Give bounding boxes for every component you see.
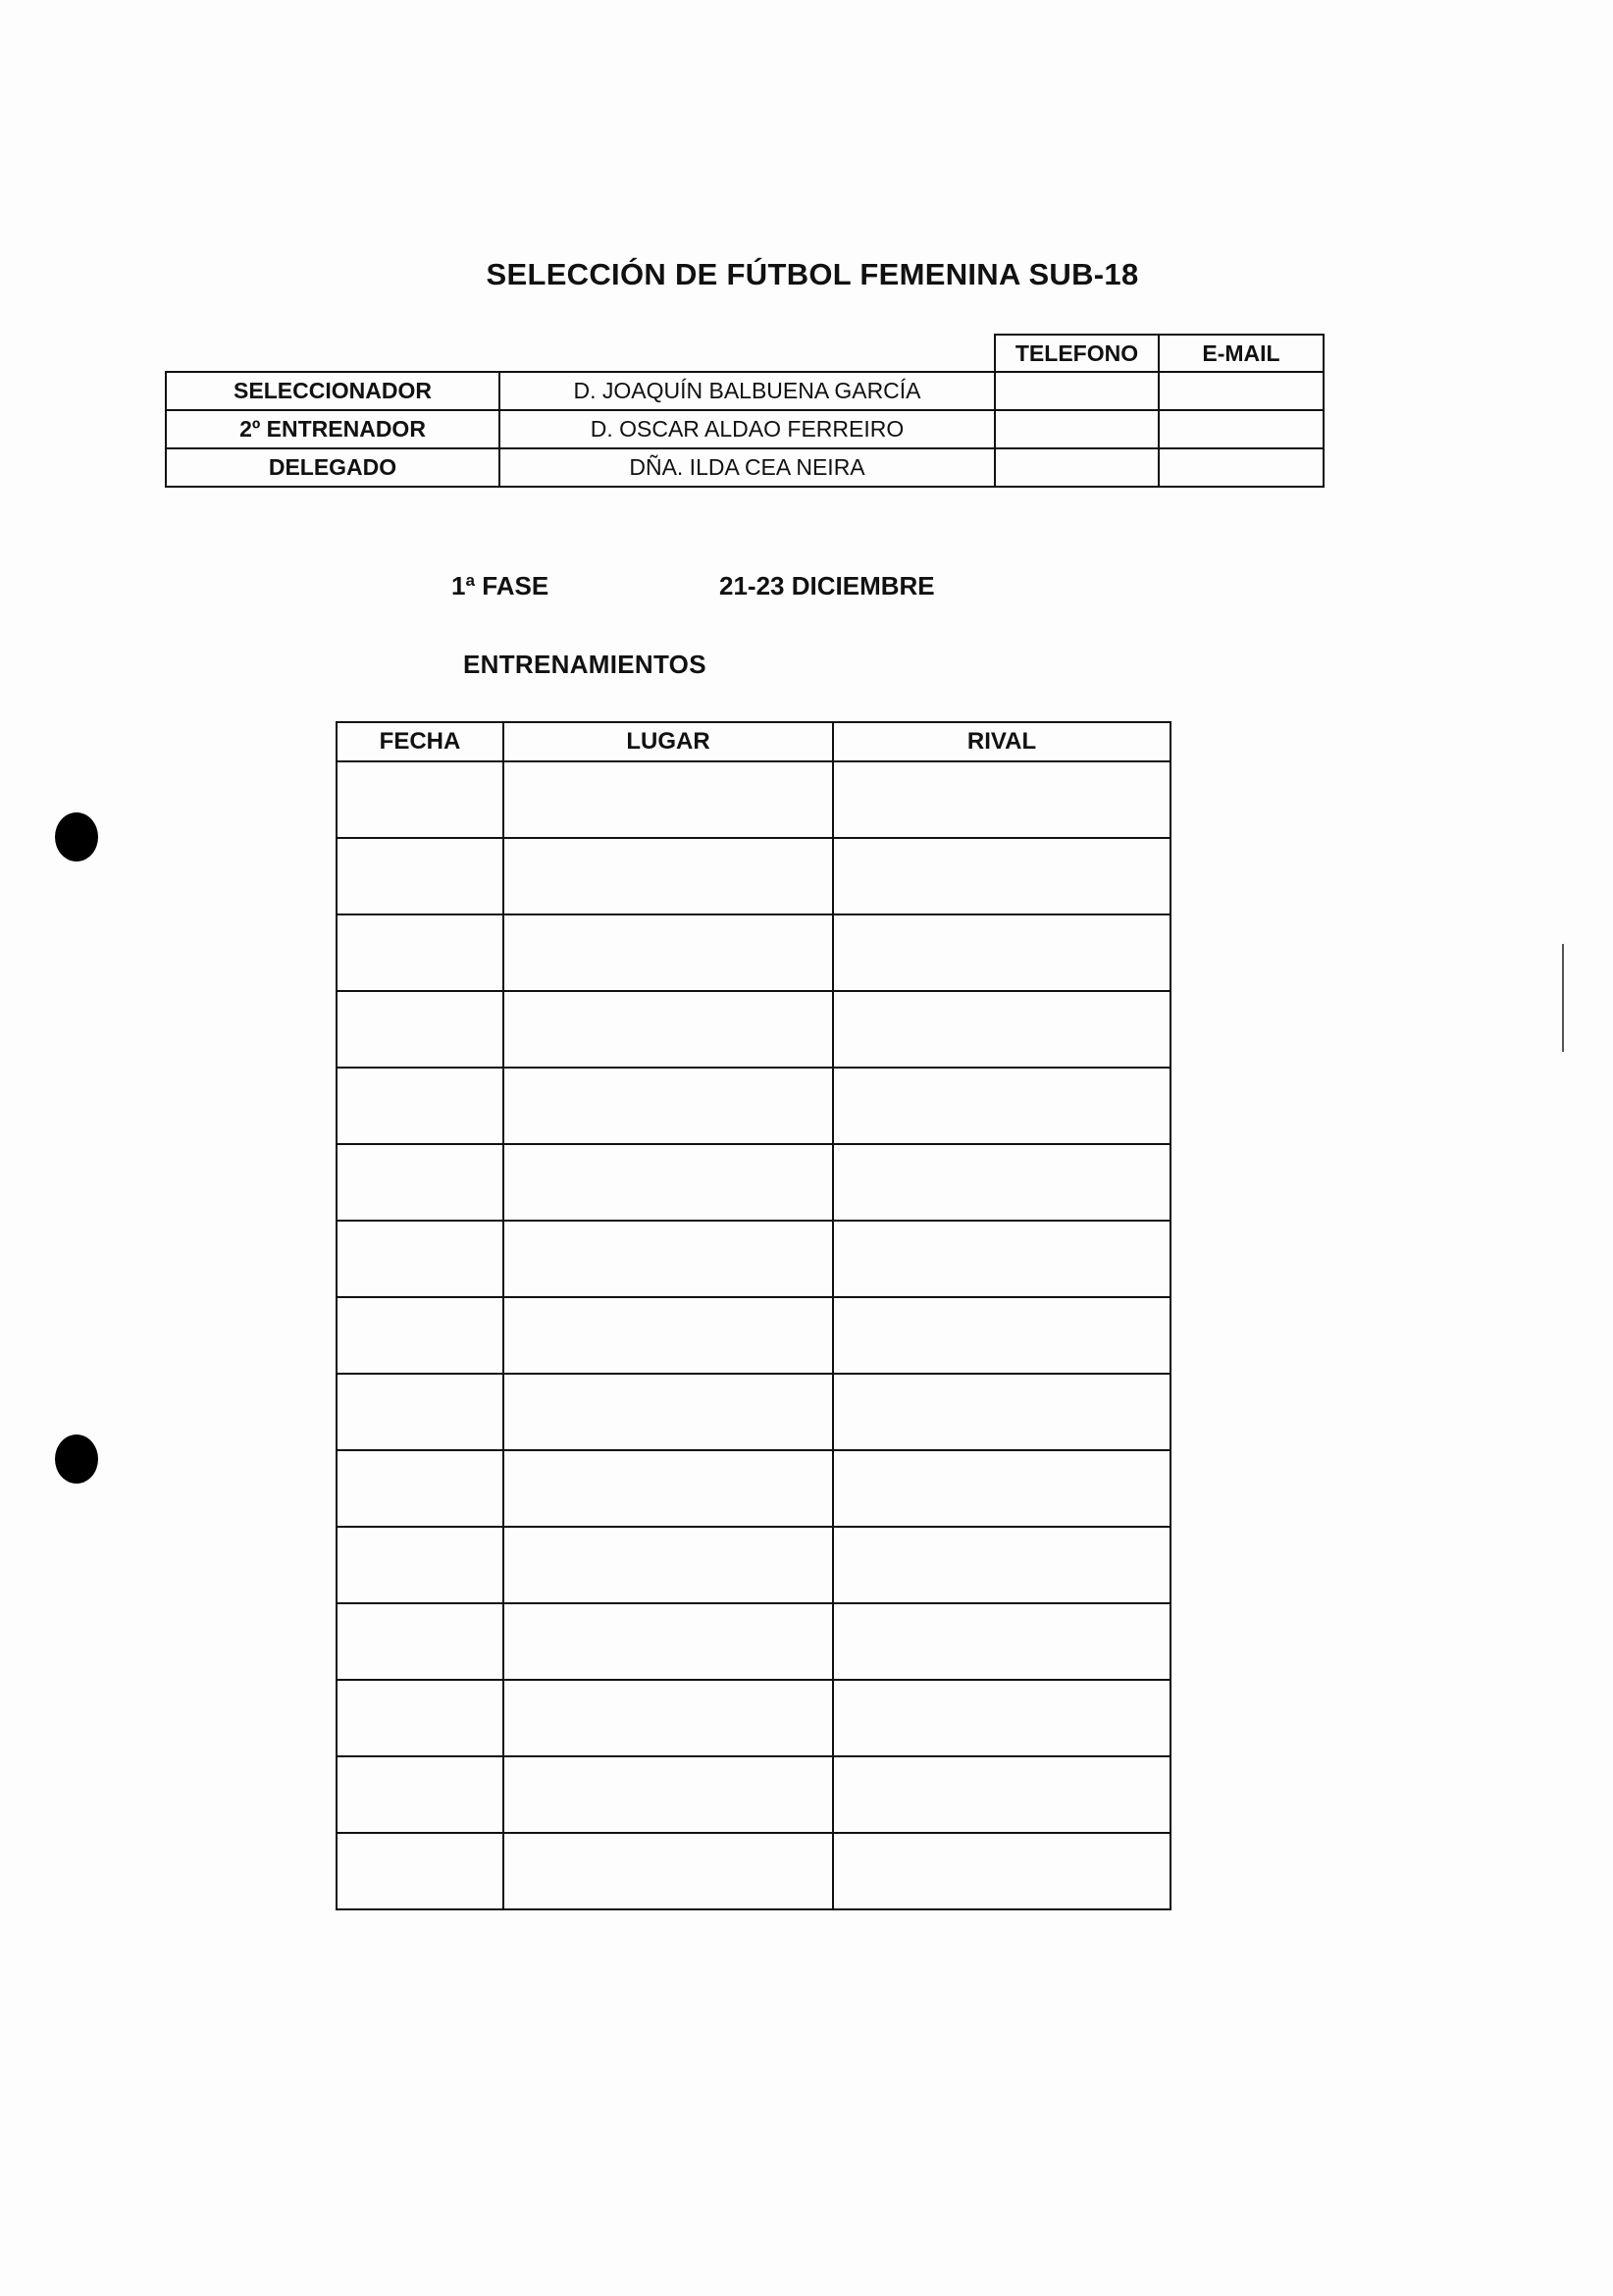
staff-name: D. OSCAR ALDAO FERREIRO (499, 410, 995, 448)
fecha-cell (337, 1680, 503, 1756)
staff-role: DELEGADO (166, 448, 499, 487)
header-telefono: TELEFONO (995, 335, 1159, 372)
lugar-cell (503, 1297, 833, 1374)
lugar-cell (503, 1833, 833, 1909)
staff-phone (995, 410, 1159, 448)
table-row (337, 1833, 1171, 1909)
lugar-cell (503, 1144, 833, 1221)
staff-role: 2º ENTRENADOR (166, 410, 499, 448)
fecha-cell (337, 914, 503, 991)
table-row (337, 1603, 1171, 1680)
rival-cell (833, 1680, 1171, 1756)
fecha-cell (337, 1756, 503, 1833)
table-row (337, 1450, 1171, 1527)
punch-hole-top (55, 812, 98, 861)
rival-cell (833, 1374, 1171, 1450)
lugar-cell (503, 1527, 833, 1603)
fecha-cell (337, 1221, 503, 1297)
fecha-cell (337, 1068, 503, 1144)
phase-dates: 21-23 DICIEMBRE (719, 571, 935, 600)
scan-mark (1562, 944, 1564, 1052)
rival-cell (833, 1603, 1171, 1680)
table-row (337, 1527, 1171, 1603)
table-row (337, 1374, 1171, 1450)
staff-phone (995, 448, 1159, 487)
phase-label: 1ª FASE (451, 571, 549, 600)
fecha-cell (337, 1450, 503, 1527)
rival-cell (833, 1144, 1171, 1221)
lugar-cell (503, 761, 833, 838)
table-row (337, 1144, 1171, 1221)
rival-cell (833, 1527, 1171, 1603)
lugar-cell (503, 1374, 833, 1450)
table-row (337, 1068, 1171, 1144)
section-title-training: ENTRENAMIENTOS (463, 650, 706, 679)
staff-row (166, 372, 1324, 410)
table-row (337, 1221, 1171, 1297)
header-lugar: LUGAR (503, 722, 833, 761)
lugar-cell (503, 1068, 833, 1144)
rival-cell (833, 838, 1171, 914)
training-table (336, 721, 1171, 1910)
staff-name: DÑA. ILDA CEA NEIRA (499, 448, 995, 487)
lugar-cell (503, 914, 833, 991)
staff-row (166, 448, 1324, 487)
rival-cell (833, 1450, 1171, 1527)
rival-cell (833, 1756, 1171, 1833)
lugar-cell (503, 1450, 833, 1527)
staff-email (1159, 448, 1324, 487)
table-row (337, 1680, 1171, 1756)
lugar-cell (503, 1603, 833, 1680)
staff-phone (995, 372, 1159, 410)
staff-email (1159, 372, 1324, 410)
table-row (337, 1297, 1171, 1374)
lugar-cell (503, 1221, 833, 1297)
table-row (337, 1756, 1171, 1833)
rival-cell (833, 1068, 1171, 1144)
fecha-cell (337, 761, 503, 838)
rival-cell (833, 991, 1171, 1068)
lugar-cell (503, 991, 833, 1068)
staff-role: SELECCIONADOR (166, 372, 499, 410)
staff-email (1159, 410, 1324, 448)
lugar-cell (503, 838, 833, 914)
rival-cell (833, 761, 1171, 838)
lugar-cell (503, 1756, 833, 1833)
fecha-cell (337, 838, 503, 914)
staff-table (165, 334, 1325, 488)
fecha-cell (337, 1297, 503, 1374)
fecha-cell (337, 1833, 503, 1909)
staff-name: D. JOAQUÍN BALBUENA GARCÍA (499, 372, 995, 410)
rival-cell (833, 1221, 1171, 1297)
fecha-cell (337, 1374, 503, 1450)
lugar-cell (503, 1680, 833, 1756)
rival-cell (833, 1833, 1171, 1909)
table-row (337, 838, 1171, 914)
fecha-cell (337, 1527, 503, 1603)
punch-hole-bottom (55, 1435, 98, 1484)
fecha-cell (337, 1144, 503, 1221)
header-fecha: FECHA (337, 722, 503, 761)
rival-cell (833, 914, 1171, 991)
fecha-cell (337, 1603, 503, 1680)
document-title: SELECCIÓN DE FÚTBOL FEMENINA SUB-18 (486, 257, 1139, 291)
table-row (337, 991, 1171, 1068)
fecha-cell (337, 991, 503, 1068)
staff-row (166, 410, 1324, 448)
header-email: E-MAIL (1159, 335, 1324, 372)
rival-cell (833, 1297, 1171, 1374)
table-row (337, 914, 1171, 991)
table-row (337, 761, 1171, 838)
header-rival: RIVAL (833, 722, 1171, 761)
